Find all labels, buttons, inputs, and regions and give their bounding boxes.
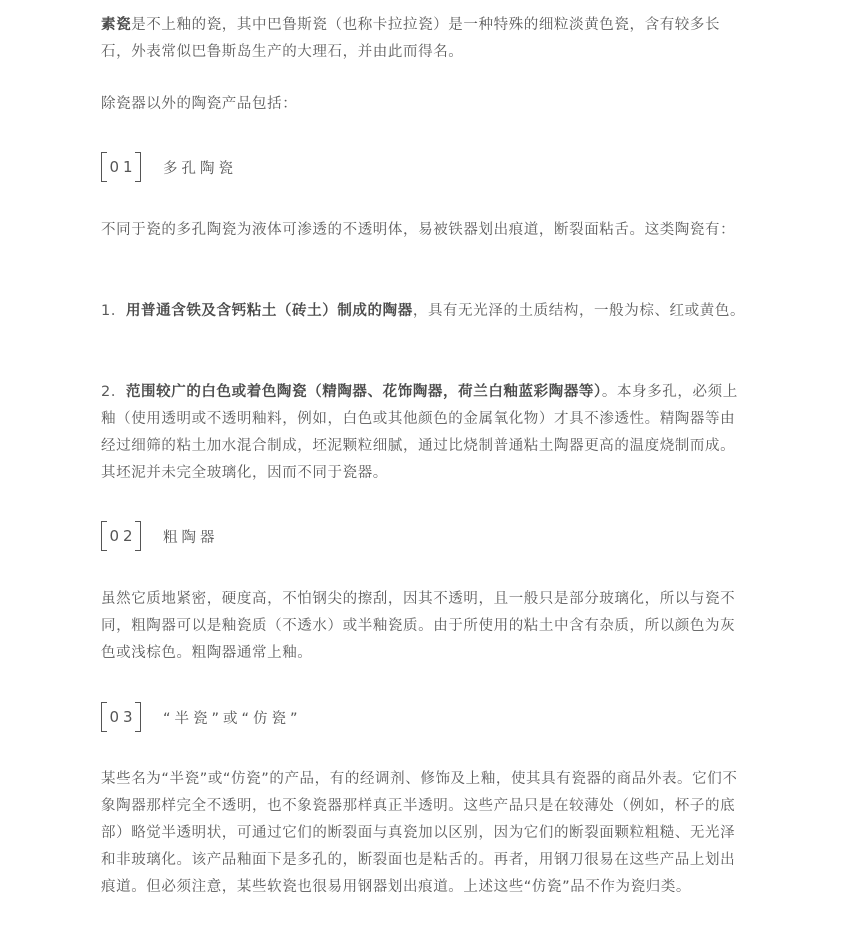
item-bold: 范围较广的白色或着色陶瓷（精陶器、花饰陶器，荷兰白釉蓝彩陶器等） — [125, 384, 602, 400]
section-number-box — [101, 702, 141, 732]
item-bold: 用普通含铁及含钙粘土（砖土）制成的陶器 — [125, 303, 413, 319]
section-01-item-1 — [101, 298, 749, 325]
section-heading-01 — [101, 152, 237, 182]
intro-bold-term: 素瓷 — [101, 17, 132, 33]
section-03-body: 某些名为“半瓷”或“仿瓷”的产品，有的经调剂、修饰及上釉，使其具有瓷器的商品外表。它们不象陶器那样完全不透明，也不象瓷器那样真正半透明。这些产品只是在较薄处（例如，杯子的底部）略觉半透明状，可通过它们的断裂面与真瓷加以区别，因为它们的断裂面颗粒粗糙、无光泽和非玻璃化。该产品釉面下是多孔的，断裂面也是粘舌的。再者，用钢刀很易在这些产品上划出痕道。但必须注意，某些软瓷也很易用钢器划出痕道。上述这些“仿瓷”品不作为瓷归类。 — [101, 771, 738, 895]
item-text: ，具有无光泽的土质结构，一般为棕、红或黄色。 — [412, 303, 746, 319]
section-number: 02 — [109, 527, 137, 545]
section-number: 01 — [109, 158, 137, 176]
section-01-item-2 — [101, 379, 749, 487]
section-02-body: 虽然它质地紧密，硬度高，不怕钢尖的擦刮，因其不透明，且一般只是部分玻璃化，所以与瓷不同，粗陶器可以是釉瓷质（不透水）或半釉瓷质。由于所使用的粘土中含有杂质，所以颜色为灰色或浅棕色。粗陶器通常上釉。 — [101, 591, 736, 661]
section-number: 03 — [109, 708, 137, 726]
lead-paragraph: 除瓷器以外的陶瓷产品包括： — [101, 96, 298, 112]
item-text: 。本身多孔，必须上釉（使用透明或不透明釉料，例如，白色或其他颜色的金属氧化物）才具不渗透性。精陶器等由经过细筛的粘土加水混合制成，坯泥颗粒细腻，通过比烧制普通粘土陶器更高的温度烧制而成。其坯泥并未完全玻璃化，因而不同于瓷器。 — [101, 384, 738, 481]
item-prefix: 1． — [101, 303, 126, 319]
item-prefix: 2． — [101, 384, 126, 400]
section-title: 多孔陶瓷 — [163, 160, 237, 177]
section-title: “半瓷”或“仿瓷” — [163, 710, 302, 727]
section-heading-03 — [101, 702, 302, 732]
section-01-intro: 不同于瓷的多孔陶瓷为液体可渗透的不透明体，易被铁器划出痕道，断裂面粘舌。这类陶瓷有： — [101, 222, 736, 238]
intro-paragraph — [101, 12, 749, 66]
section-heading-02 — [101, 521, 219, 551]
section-number-box — [101, 152, 141, 182]
intro-text: 是不上釉的瓷，其中巴鲁斯瓷（也称卡拉拉瓷）是一种特殊的细粒淡黄色瓷，含有较多长石，外表常似巴鲁斯岛生产的大理石，并由此而得名。 — [101, 17, 721, 60]
section-number-box — [101, 521, 141, 551]
section-title: 粗陶器 — [163, 529, 219, 546]
